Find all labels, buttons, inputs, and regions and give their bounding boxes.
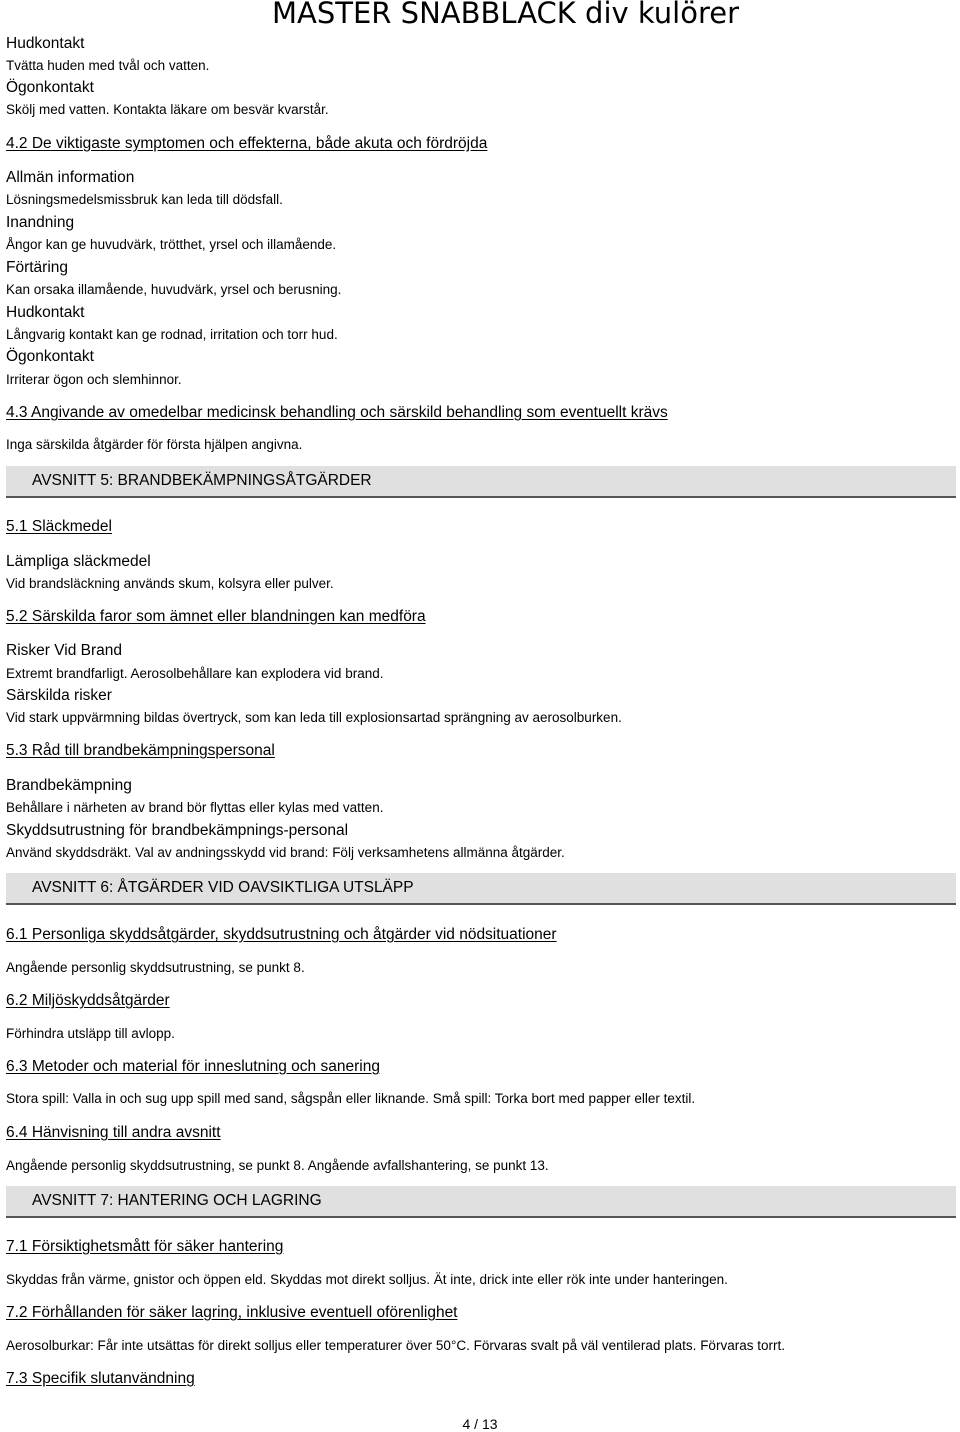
section-7-title: AVSNITT 7: HANTERING OCH LAGRING [32, 1192, 322, 1209]
extinguishing-media-text: Vid brandsläckning används skum, kolsyra eller pulver. [6, 576, 334, 591]
section-4-2-heading: 4.2 De viktigaste symptomen och effekterna, både akuta och fördröjda [6, 135, 488, 152]
general-info-text: Lösningsmedelsmissbruk kan leda till dödsfall. [6, 192, 283, 207]
section-7-2-heading: 7.2 Förhållanden för säker lagring, inklusive eventuell oförenlighet [6, 1304, 458, 1321]
page-number: 4 / 13 [462, 1416, 498, 1432]
firefighter-ppe-heading: Skyddsutrustning för brandbekämpnings-personal [6, 822, 349, 839]
section-7-2-text: Aerosolburkar: Får inte utsättas för direkt solljus eller temperaturer över 50°C. Förvaras svalt på väl ventilerad plats. Förvaras torrt. [6, 1338, 785, 1353]
section-6-band [6, 873, 956, 905]
special-risks-text: Vid stark uppvärmning bildas övertryck, som kan leda till explosionsartad sprängning av aerosolburken. [6, 710, 622, 725]
firefighter-ppe-text: Använd skyddsdräkt. Val av andningsskydd vid brand: Följ verksamhetens allmänna åtgärder. [6, 845, 565, 860]
section-4-3-heading: 4.3 Angivande av omedelbar medicinsk behandling och särskild behandling som eventuellt krävs [6, 404, 668, 421]
inhalation-heading: Inandning [6, 214, 75, 231]
skin-contact-heading: Hudkontakt [6, 35, 85, 52]
ingestion-text: Kan orsaka illamående, huvudvärk, yrsel och berusning. [6, 282, 342, 297]
section-6-1-heading: 6.1 Personliga skyddsåtgärder, skyddsutrustning och åtgärder vid nödsituationer [6, 926, 557, 943]
section-6-4-text: Angående personlig skyddsutrustning, se punkt 8. Angående avfallshantering, se punkt 13. [6, 1158, 549, 1173]
skin-symptoms-heading: Hudkontakt [6, 304, 85, 321]
section-6-2-text: Förhindra utsläpp till avlopp. [6, 1026, 175, 1041]
section-4-3-text: Inga särskilda åtgärder för första hjälpen angivna. [6, 437, 303, 452]
section-6-title: AVSNITT 6: ÅTGÄRDER VID OAVSIKTLIGA UTSLÄPP [32, 879, 414, 896]
eye-symptoms-text: Irriterar ögon och slemhinnor. [6, 372, 182, 387]
firefighting-text: Behållare i närheten av brand bör flyttas eller kylas med vatten. [6, 800, 384, 815]
eye-symptoms-heading: Ögonkontakt [6, 348, 94, 365]
section-5-band [6, 466, 956, 498]
section-6-3-heading: 6.3 Metoder och material för inneslutning och sanering [6, 1058, 380, 1075]
eye-contact-heading: Ögonkontakt [6, 79, 94, 96]
section-5-3-heading: 5.3 Råd till brandbekämpningspersonal [6, 742, 275, 759]
section-7-band [6, 1186, 956, 1218]
fire-risk-heading: Risker Vid Brand [6, 642, 123, 659]
document-title: MASTER SNABBLACK div kulörer [272, 0, 740, 30]
section-7-1-text: Skyddas från värme, gnistor och öppen eld. Skyddas mot direkt solljus. Ät inte, drick inte eller rök inte under hanteringen. [6, 1272, 728, 1287]
extinguishing-media-heading: Lämpliga släckmedel [6, 553, 151, 570]
section-6-3-text: Stora spill: Valla in och sug upp spill med sand, sågspån eller liknande. Små spill: Torka bort med papper eller textil. [6, 1091, 696, 1106]
section-5-2-heading: 5.2 Särskilda faror som ämnet eller blandningen kan medföra [6, 608, 426, 625]
section-5-1-heading: 5.1 Släckmedel [6, 518, 112, 535]
section-6-1-text: Angående personlig skyddsutrustning, se punkt 8. [6, 960, 305, 975]
section-6-4-heading: 6.4 Hänvisning till andra avsnitt [6, 1124, 221, 1141]
eye-contact-text: Skölj med vatten. Kontakta läkare om besvär kvarstår. [6, 102, 329, 117]
special-risks-heading: Särskilda risker [6, 687, 112, 704]
section-5-title: AVSNITT 5: BRANDBEKÄMPNINGSÅTGÄRDER [32, 472, 372, 489]
section-7-3-heading: 7.3 Specifik slutanvändning [6, 1370, 195, 1387]
section-7-1-heading: 7.1 Försiktighetsmått för säker hantering [6, 1238, 284, 1255]
firefighting-heading: Brandbekämpning [6, 777, 132, 794]
skin-symptoms-text: Långvarig kontakt kan ge rodnad, irritation och torr hud. [6, 327, 338, 342]
inhalation-text: Ångor kan ge huvudvärk, trötthet, yrsel och illamående. [6, 237, 337, 252]
ingestion-heading: Förtäring [6, 259, 69, 276]
section-6-2-heading: 6.2 Miljöskyddsåtgärder [6, 992, 170, 1009]
skin-contact-text: Tvätta huden med tvål och vatten. [6, 58, 210, 73]
fire-risk-text: Extremt brandfarligt. Aerosolbehållare kan explodera vid brand. [6, 666, 384, 681]
general-info-heading: Allmän information [6, 169, 135, 186]
